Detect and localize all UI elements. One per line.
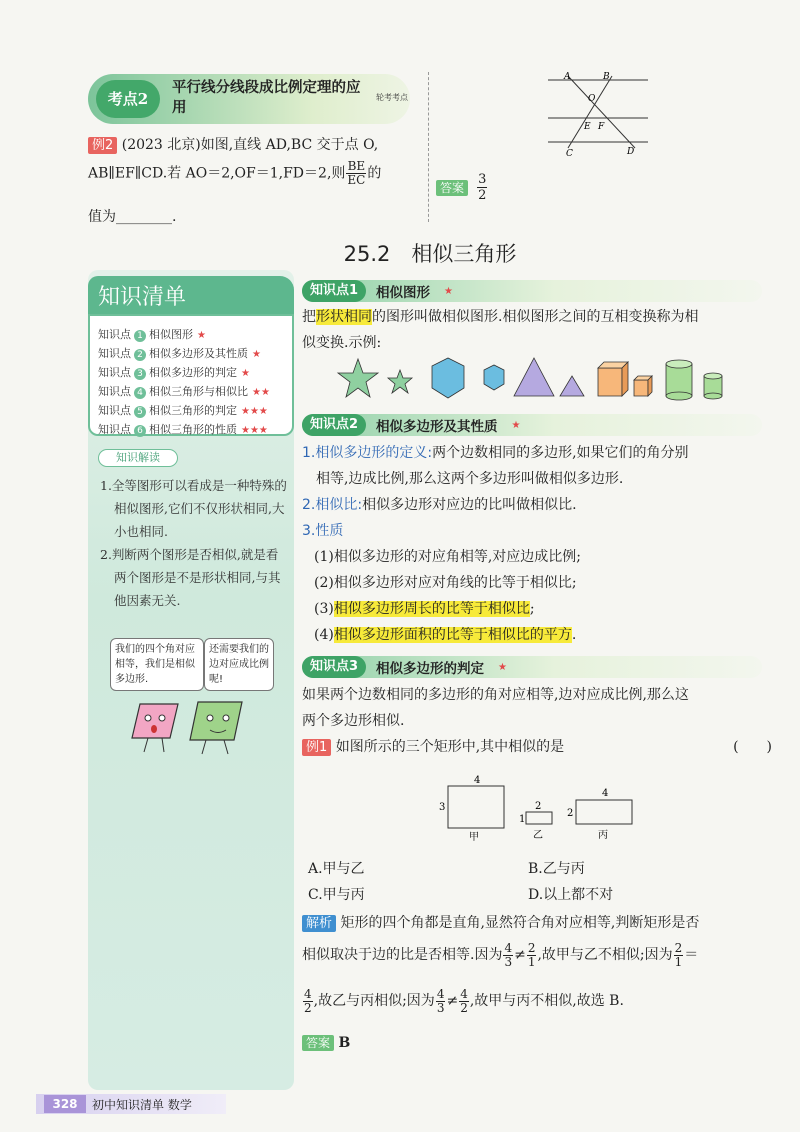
interpretation-text: 1.全等图形可以看成是一种特殊的相似图形,它们不仅形状相同,大小也相同. 2.判断两个图形是否相似,就是看两个图形是不是形状相同,与其他因素无关. — [100, 478, 287, 608]
kp3-tag: 知识点3 — [302, 656, 366, 678]
example1-answer: 答案 B — [302, 1030, 350, 1056]
svg-text:F: F — [598, 122, 605, 132]
knowledge-list-item: 知识点 6 相似三角形的性质 ★★★ — [98, 423, 268, 436]
answer-tag: 答案 — [436, 180, 468, 196]
column-divider — [428, 72, 429, 222]
example2-line2: AB∥EF∥CD.若 AO＝2,OF＝1,FD＝2,则 $\frac{BE}{EC}$ 的 — [88, 159, 382, 187]
speech-bubble-left: 我们的四个角对应相等，我们是相似多边形. — [110, 638, 204, 691]
parallel-lines-figure — [540, 70, 660, 160]
star-icon: ★ — [498, 661, 508, 673]
similar-shapes-examples — [336, 356, 736, 402]
kp2-text: 1.相似多边形的定义:两个边数相同的多边形,如果它们的角分别 相等,边成比例,那么这两个多边形叫做相似多边形. 2.相似比:相似多边形对应边的比叫做相似比. 3.性质 (1)相似多边形的对应角相等,对应边成比例; (2)相似多边形对应对角线的比等于相似比; (3)相似多边形周长的比等于相似比; (4)相似多边形面积的比等于相似比的平方. — [302, 445, 689, 643]
knowledge-list-item: 知识点 5 相似三角形的判定 ★★★ — [98, 404, 268, 417]
kp1-tag: 知识点1 — [302, 280, 366, 302]
star-icon: ★ — [511, 419, 521, 431]
svg-text:1: 1 — [519, 814, 526, 825]
svg-text:D: D — [627, 147, 635, 157]
example2-line3: 值为________. — [88, 209, 177, 225]
star-icon: ★★ — [252, 387, 270, 398]
kp3-header — [302, 656, 507, 678]
solution-line1: 解析 矩形的四个角都是直角,显然符合角对应相等,判断矩形是否 — [302, 910, 772, 937]
page-number: 328 — [44, 1095, 86, 1113]
footer-book-title: 初中知识清单 数学 — [92, 1098, 192, 1112]
kp1-header — [302, 280, 453, 302]
svg-text:2: 2 — [567, 808, 574, 819]
fraction-be-ec: $\frac{BE}{EC}$ — [347, 159, 366, 187]
option-c[interactable]: C.甲与丙 — [308, 887, 365, 903]
solution-line3: $\frac{4}{2}$ ,故乙与丙相似;因为 $\frac{4}{3}$ ≠ $\frac{4}{2}$ ,故甲与丙不相似,故选 B. — [304, 986, 624, 1015]
answer-tag: 答案 — [302, 1035, 334, 1051]
kp1-title: 相似图形 — [376, 285, 431, 301]
option-b[interactable]: B.乙与丙 — [528, 861, 585, 877]
option-a[interactable]: A.甲与乙 — [308, 861, 365, 877]
answer-fraction: $\frac{3}{2}$ — [478, 172, 487, 203]
star-icon: ★ — [241, 368, 250, 379]
svg-text:甲: 甲 — [469, 832, 479, 842]
exam-point-number: 考点2 — [96, 80, 160, 118]
star-icon: ★ — [252, 349, 261, 360]
knowledge-list-item: 知识点 4 相似三角形与相似比 ★★ — [98, 385, 270, 398]
star-icon: ★★★ — [241, 406, 268, 417]
speech-bubble-right: 还需要我们的边对应成比例呢! — [204, 638, 274, 691]
three-rectangles-figure — [436, 772, 656, 842]
kp2-header — [302, 414, 521, 436]
svg-text:2: 2 — [535, 801, 542, 812]
star-icon: ★ — [444, 285, 454, 297]
svg-text:A: A — [564, 72, 571, 82]
example2-answer — [436, 172, 488, 203]
kp3-text: 如果两个边数相同的多边形的角对应相等,边对应成比例,那么这 两个多边形相似. — [302, 687, 689, 729]
knowledge-list-title: 知识清单 — [88, 276, 294, 314]
option-d[interactable]: D.以上都不对 — [528, 887, 614, 903]
svg-text:丙: 丙 — [598, 830, 608, 841]
kp2-tag: 知识点2 — [302, 414, 366, 436]
interpretation-tag: 知识解读 — [98, 449, 178, 467]
svg-text:3: 3 — [439, 802, 446, 813]
knowledge-list-item: 知识点 1 相似图形 ★ — [98, 328, 206, 341]
exam-point-tag: 轮考考点 — [376, 93, 408, 102]
solution-tag: 解析 — [302, 915, 336, 932]
svg-text:B: B — [603, 72, 610, 82]
star-icon: ★★★ — [241, 425, 268, 436]
exam-point-title: 平行线分线段成比例定理的应用 — [172, 79, 361, 116]
svg-text:4: 4 — [474, 775, 481, 786]
svg-text:乙: 乙 — [533, 830, 543, 841]
solution-line2: 相似取决于边的比是否相等.因为 $\frac{4}{3}$ ≠ $\frac{2}{1}$ ,故甲与乙不相似;因为 $\frac{2}{1}$ ＝ — [302, 940, 699, 969]
example2-tag: 例2 — [88, 137, 117, 154]
cartoon-parallelograms — [118, 696, 268, 760]
section-title: 25.2 相似三角形 — [343, 242, 517, 266]
kp1-text: 把形状相同的图形叫做相似图形.相似图形之间的互相变换称为相 似变换.示例: — [302, 309, 699, 351]
example1-tag: 例1 — [302, 739, 331, 756]
knowledge-list — [88, 314, 294, 436]
knowledge-list-item: 知识点 3 相似多边形的判定 ★ — [98, 366, 250, 379]
kp3-title: 相似多边形的判定 — [376, 661, 485, 677]
kp2-title: 相似多边形及其性质 — [376, 419, 498, 435]
svg-text:E: E — [584, 122, 591, 132]
knowledge-list-item: 知识点 2 相似多边形及其性质 ★ — [98, 347, 261, 360]
example1-question: 例1 如图所示的三个矩形中,其中相似的是 ( ) — [302, 734, 772, 761]
svg-text:4: 4 — [602, 788, 609, 799]
svg-text:O: O — [588, 94, 596, 104]
star-icon: ★ — [197, 330, 206, 341]
svg-text:C: C — [566, 149, 573, 159]
example2-line1: 例2 (2023 北京)如图,直线 AD,BC 交于点 O, — [88, 134, 428, 157]
